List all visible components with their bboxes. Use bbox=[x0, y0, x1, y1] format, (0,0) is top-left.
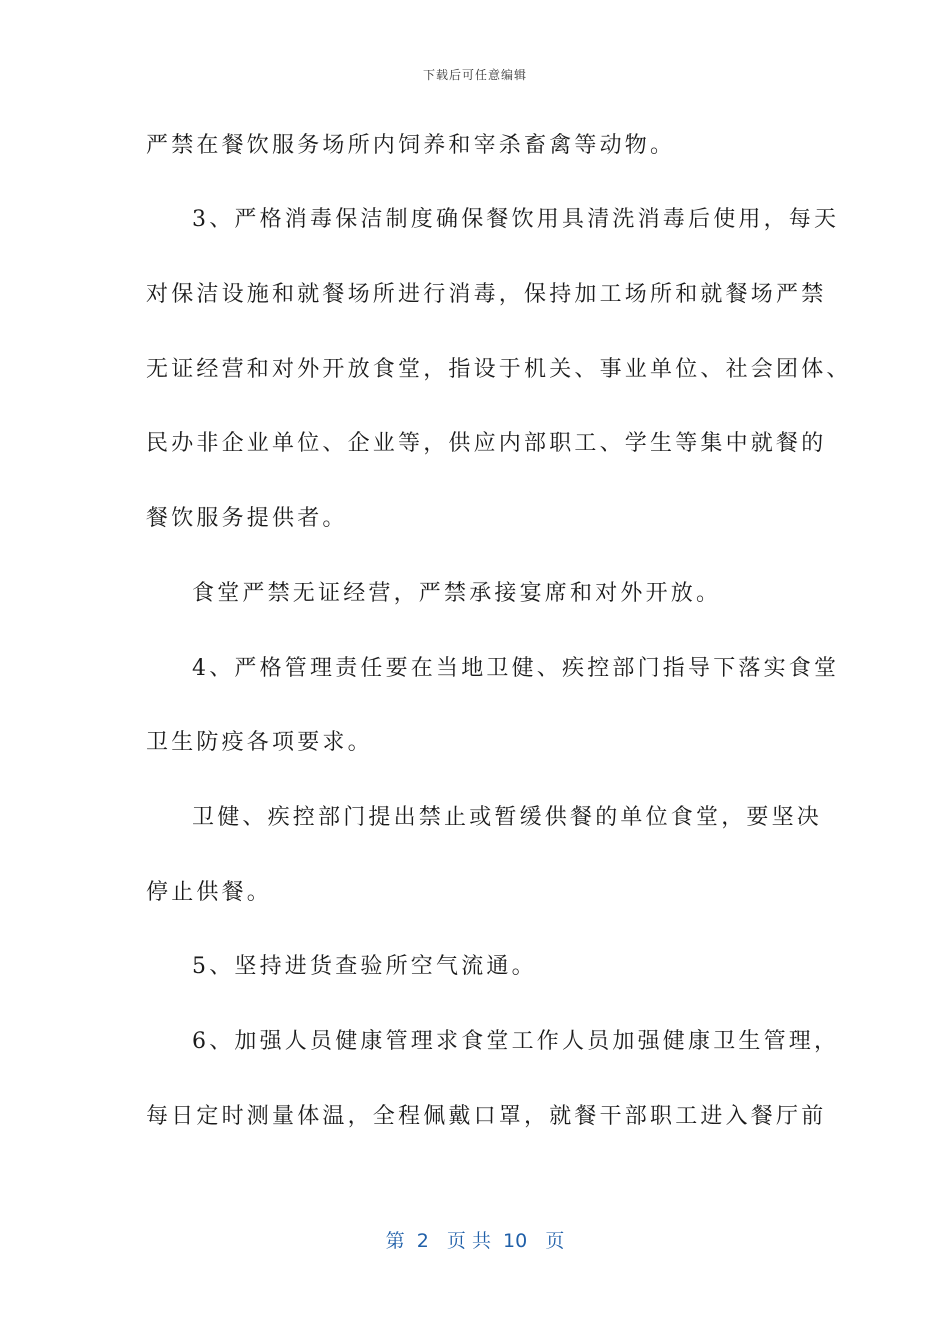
body-line: 3、严格消毒保洁制度确保餐饮用具清洗消毒后使用，每天 bbox=[192, 207, 840, 232]
body-line: 民办非企业单位、企业等，供应内部职工、学生等集中就餐的 bbox=[146, 431, 827, 456]
body-line: 食堂严禁无证经营，严禁承接宴席和对外开放。 bbox=[192, 581, 722, 606]
body-line: 卫健、疾控部门提出禁止或暂缓供餐的单位食堂，要坚决 bbox=[192, 805, 823, 830]
body-line: 无证经营和对外开放食堂，指设于机关、事业单位、社会团体、 bbox=[146, 357, 852, 382]
page-number-footer: 第 2 页 共 10 页 bbox=[385, 1230, 565, 1252]
body-line: 5、坚持进货查验所空气流通。 bbox=[192, 954, 537, 979]
body-line: 每日定时测量体温，全程佩戴口罩，就餐干部职工进入餐厅前 bbox=[146, 1104, 827, 1129]
body-line: 卫生防疫各项要求。 bbox=[146, 730, 373, 755]
body-line: 严禁在餐饮服务场所内饲养和宰杀畜禽等动物。 bbox=[146, 133, 676, 158]
page-header-note: 下载后可任意编辑 bbox=[422, 68, 527, 82]
body-line: 停止供餐。 bbox=[146, 880, 273, 905]
body-line: 6、加强人员健康管理求食堂工作人员加强健康卫生管理， bbox=[192, 1029, 840, 1054]
body-line: 餐饮服务提供者。 bbox=[146, 506, 348, 531]
body-line: 4、严格管理责任要在当地卫健、疾控部门指导下落实食堂 bbox=[192, 656, 840, 681]
body-line: 对保洁设施和就餐场所进行消毒，保持加工场所和就餐场严禁 bbox=[146, 282, 827, 307]
